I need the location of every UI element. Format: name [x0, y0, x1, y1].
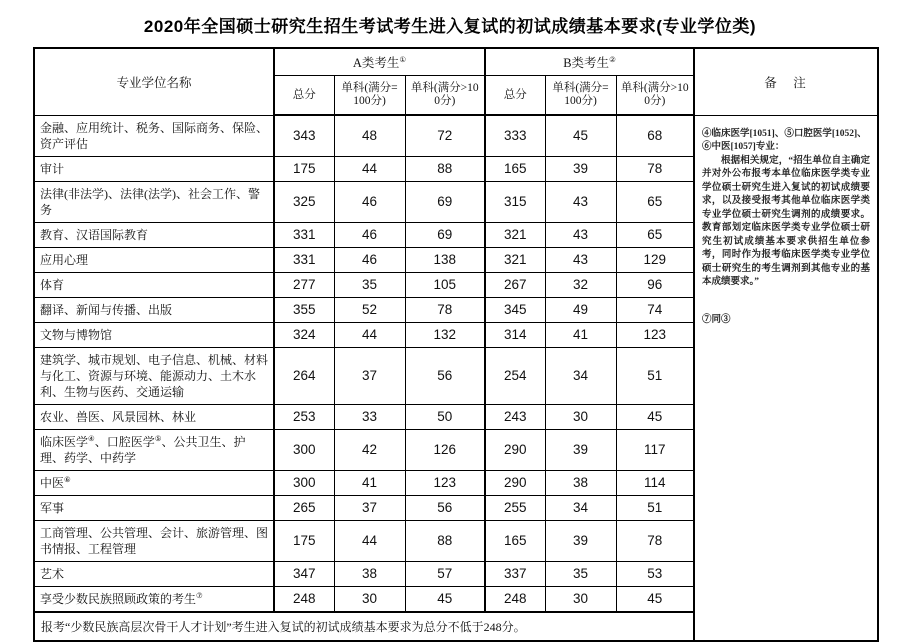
score-cell-b-total: 254 — [485, 347, 545, 404]
score-cell-b-singleover100: 51 — [616, 495, 694, 520]
score-cell-a-total: 175 — [274, 156, 334, 181]
header-row-groups — [34, 48, 878, 76]
major-name-cell: 临床医学④、口腔医学⑤、公共卫生、护理、药学、中药学 — [34, 429, 274, 470]
major-name-cell: 艺术 — [34, 561, 274, 586]
score-cell-b-singleover100: 53 — [616, 561, 694, 586]
score-cell-a-single100: 37 — [334, 347, 405, 404]
score-cell-a-single100: 41 — [334, 470, 405, 495]
major-name-cell: 文物与博物馆 — [34, 322, 274, 347]
remark-note1-head: ④临床医学[1051]、⑤口腔医学[1052]、⑥中医[1057]专业： — [702, 128, 867, 152]
header-a-single100: 单科(满分=100分) — [334, 76, 405, 116]
score-cell-a-single100: 42 — [334, 429, 405, 470]
score-cell-a-total: 331 — [274, 247, 334, 272]
score-cell-a-total: 347 — [274, 561, 334, 586]
score-cell-b-total: 165 — [485, 156, 545, 181]
score-cell-a-total: 324 — [274, 322, 334, 347]
score-cell-b-total: 290 — [485, 470, 545, 495]
score-cell-b-singleover100: 96 — [616, 272, 694, 297]
score-cell-a-total: 265 — [274, 495, 334, 520]
score-cell-a-single100: 46 — [334, 247, 405, 272]
major-name-cell: 体育 — [34, 272, 274, 297]
score-cell-b-single100: 43 — [545, 222, 616, 247]
score-cell-a-total: 355 — [274, 297, 334, 322]
remark-note2: ⑦同③ — [702, 314, 731, 325]
major-name-cell: 教育、汉语国际教育 — [34, 222, 274, 247]
score-cell-a-single100: 44 — [334, 322, 405, 347]
major-name-cell: 应用心理 — [34, 247, 274, 272]
score-cell-b-single100: 43 — [545, 247, 616, 272]
score-cell-a-singleover100: 88 — [405, 156, 485, 181]
score-cell-a-singleover100: 56 — [405, 495, 485, 520]
table-body — [34, 115, 878, 641]
score-cell-a-total: 325 — [274, 181, 334, 222]
score-cell-b-single100: 39 — [545, 429, 616, 470]
score-cell-b-singleover100: 114 — [616, 470, 694, 495]
major-name-cell: 工商管理、公共管理、会计、旅游管理、图书情报、工程管理 — [34, 520, 274, 561]
score-cell-a-total: 248 — [274, 586, 334, 612]
major-name-cell: 军事 — [34, 495, 274, 520]
score-cell-b-total: 345 — [485, 297, 545, 322]
score-cell-a-singleover100: 132 — [405, 322, 485, 347]
group-b-footnote-mark: ② — [609, 54, 616, 64]
group-a-footnote-mark: ① — [399, 54, 407, 64]
score-cell-a-total: 343 — [274, 115, 334, 156]
header-b-total: 总分 — [485, 76, 545, 116]
score-cell-b-single100: 45 — [545, 115, 616, 156]
score-cell-a-total: 300 — [274, 429, 334, 470]
score-cell-a-total: 253 — [274, 404, 334, 429]
score-cell-b-singleover100: 123 — [616, 322, 694, 347]
score-cell-b-single100: 32 — [545, 272, 616, 297]
score-cell-a-single100: 35 — [334, 272, 405, 297]
score-cell-b-total: 243 — [485, 404, 545, 429]
remark-cell — [694, 115, 878, 641]
score-cell-a-singleover100: 45 — [405, 586, 485, 612]
page-title: 2020年全国硕士研究生招生考试考生进入复试的初试成绩基本要求(专业学位类) — [143, 17, 757, 36]
score-cell-a-singleover100: 57 — [405, 561, 485, 586]
score-cell-b-singleover100: 117 — [616, 429, 694, 470]
group-a-label: A类考生 — [352, 56, 400, 70]
score-cell-b-total: 255 — [485, 495, 545, 520]
score-cell-a-singleover100: 72 — [405, 115, 485, 156]
header-major-name: 专业学位名称 — [34, 48, 274, 115]
header-b-single-over100: 单科(满分>100分) — [616, 76, 694, 116]
score-cell-a-singleover100: 50 — [405, 404, 485, 429]
major-name-cell: 法律(非法学)、法律(法学)、社会工作、警务 — [34, 181, 274, 222]
score-cell-a-singleover100: 69 — [405, 181, 485, 222]
score-cell-b-singleover100: 129 — [616, 247, 694, 272]
major-name-cell: 翻译、新闻与传播、出版 — [34, 297, 274, 322]
score-cell-b-total: 314 — [485, 322, 545, 347]
major-name-cell: 金融、应用统计、税务、国际商务、保险、资产评估 — [34, 115, 274, 156]
score-cell-a-single100: 46 — [334, 181, 405, 222]
major-name-cell: 建筑学、城市规划、电子信息、机械、材料与化工、资源与环境、能源动力、土木水利、生物与医药、交通运输 — [34, 347, 274, 404]
score-cell-a-single100: 52 — [334, 297, 405, 322]
score-cell-a-single100: 33 — [334, 404, 405, 429]
score-cell-a-total: 300 — [274, 470, 334, 495]
score-cell-b-total: 290 — [485, 429, 545, 470]
score-cell-b-single100: 30 — [545, 404, 616, 429]
score-cell-b-single100: 43 — [545, 181, 616, 222]
score-cell-b-total: 321 — [485, 222, 545, 247]
score-cell-b-single100: 35 — [545, 561, 616, 586]
score-cell-b-total: 333 — [485, 115, 545, 156]
score-cell-b-singleover100: 65 — [616, 181, 694, 222]
score-cell-b-single100: 30 — [545, 586, 616, 612]
score-cell-a-singleover100: 126 — [405, 429, 485, 470]
major-name-cell: 享受少数民族照顾政策的考生⑦ — [34, 586, 274, 612]
score-cell-a-singleover100: 69 — [405, 222, 485, 247]
score-cell-b-single100: 39 — [545, 520, 616, 561]
group-b-label: B类考生 — [563, 56, 610, 70]
footer-note-cell: 报考“少数民族高层次骨干人才计划”考生进入复试的初试成绩基本要求为总分不低于248分。 — [34, 612, 694, 641]
header-remark: 备 注 — [694, 48, 878, 115]
score-cell-b-total: 315 — [485, 181, 545, 222]
score-cell-b-total: 248 — [485, 586, 545, 612]
score-cell-b-single100: 49 — [545, 297, 616, 322]
score-cell-b-total: 165 — [485, 520, 545, 561]
score-cell-a-single100: 44 — [334, 156, 405, 181]
header-group-a — [274, 48, 485, 76]
header-a-single-over100: 单科(满分>100分) — [405, 76, 485, 116]
score-cell-a-single100: 44 — [334, 520, 405, 561]
score-cell-a-singleover100: 123 — [405, 470, 485, 495]
major-name-cell: 中医⑥ — [34, 470, 274, 495]
score-cell-b-singleover100: 74 — [616, 297, 694, 322]
score-cell-a-total: 264 — [274, 347, 334, 404]
table-row — [34, 115, 878, 156]
score-cell-a-total: 331 — [274, 222, 334, 247]
score-cell-b-total: 337 — [485, 561, 545, 586]
score-cell-a-singleover100: 88 — [405, 520, 485, 561]
score-cell-b-single100: 38 — [545, 470, 616, 495]
score-cell-b-singleover100: 65 — [616, 222, 694, 247]
major-name-cell: 审计 — [34, 156, 274, 181]
score-cell-b-singleover100: 45 — [616, 404, 694, 429]
score-cell-a-single100: 46 — [334, 222, 405, 247]
score-cell-a-singleover100: 138 — [405, 247, 485, 272]
score-cell-a-single100: 48 — [334, 115, 405, 156]
score-table — [33, 47, 879, 642]
major-name-cell: 农业、兽医、风景园林、林业 — [34, 404, 274, 429]
score-cell-a-single100: 30 — [334, 586, 405, 612]
score-cell-b-single100: 41 — [545, 322, 616, 347]
score-cell-a-single100: 37 — [334, 495, 405, 520]
score-cell-b-singleover100: 51 — [616, 347, 694, 404]
score-cell-b-single100: 34 — [545, 347, 616, 404]
remark-note1-body: 根据相关规定，“招生单位自主确定并对外公布报考本单位临床医学类专业学位硕士研究生进入复试的初试成绩要求，以及接受报考其他单位临床医学类专业学位硕士研究生调剂的成绩要求。教育部划定临床医学类专业学位硕士研究生初试成绩基本要求供招生单位参考，同时作为报考临床医学类专业学位硕士研究生的考生调剂到其他专业的基本成绩要求。” — [702, 155, 871, 287]
score-cell-a-total: 277 — [274, 272, 334, 297]
score-cell-b-singleover100: 78 — [616, 156, 694, 181]
score-cell-b-total: 321 — [485, 247, 545, 272]
score-cell-a-singleover100: 78 — [405, 297, 485, 322]
header-b-single100: 单科(满分=100分) — [545, 76, 616, 116]
score-cell-b-total: 267 — [485, 272, 545, 297]
score-cell-b-single100: 34 — [545, 495, 616, 520]
score-cell-a-total: 175 — [274, 520, 334, 561]
score-cell-a-single100: 38 — [334, 561, 405, 586]
score-cell-b-single100: 39 — [545, 156, 616, 181]
score-cell-b-singleover100: 68 — [616, 115, 694, 156]
score-cell-a-singleover100: 56 — [405, 347, 485, 404]
header-group-b — [485, 48, 694, 76]
score-cell-b-singleover100: 45 — [616, 586, 694, 612]
score-cell-a-singleover100: 105 — [405, 272, 485, 297]
header-a-total: 总分 — [274, 76, 334, 116]
score-cell-b-singleover100: 78 — [616, 520, 694, 561]
